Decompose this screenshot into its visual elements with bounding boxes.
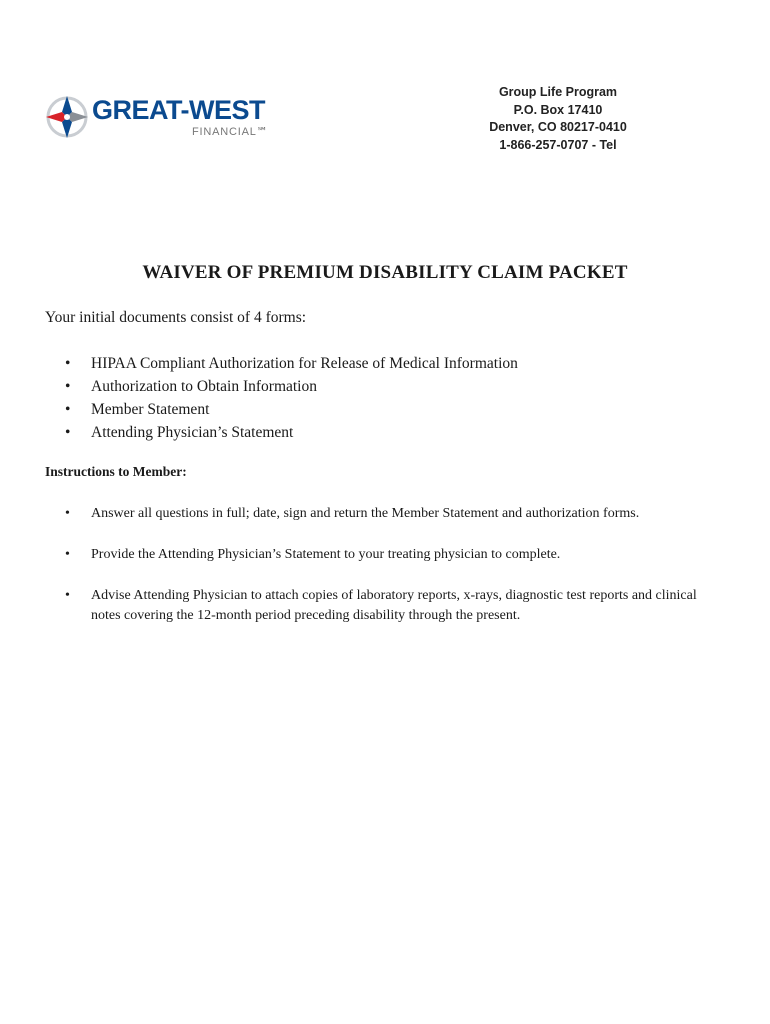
list-item: • Member Statement <box>45 398 518 421</box>
intro-text: Your initial documents consist of 4 forms: <box>45 309 307 326</box>
list-item: • Advise Attending Physician to attach copies of laboratory reports, x-rays, diagnostic test reports and clinical notes covering the 12-month period preceding disability through the present. <box>45 586 715 626</box>
page-title: WAIVER OF PREMIUM DISABILITY CLAIM PACKET <box>142 262 628 283</box>
list-item: • Attending Physician’s Statement <box>45 421 518 444</box>
logo-subtext: FINANCIAL℠ <box>192 126 269 138</box>
instructions-list <box>45 504 715 647</box>
instructions-heading: Instructions to Member: <box>45 464 187 479</box>
list-item: • Authorization to Obtain Information <box>45 375 518 398</box>
return-address <box>448 84 668 154</box>
list-item: • Provide the Attending Physician’s Statement to your treating physician to complete. <box>45 545 715 565</box>
address-po-box: P.O. Box 17410 <box>513 102 603 117</box>
compass-star-logo-icon <box>44 94 90 140</box>
company-logo <box>44 92 284 142</box>
address-program: Group Life Program <box>498 85 618 99</box>
list-item: • Answer all questions in full; date, sign and return the Member Statement and authorization forms. <box>45 504 715 524</box>
address-phone: 1-866-257-0707 - Tel <box>499 137 617 152</box>
address-city: Denver, CO 80217-0410 <box>489 120 627 134</box>
logo-wordmark: GREAT-WEST <box>92 95 265 125</box>
list-item: • HIPAA Compliant Authorization for Release of Medical Information <box>45 352 518 375</box>
forms-list <box>45 352 518 444</box>
